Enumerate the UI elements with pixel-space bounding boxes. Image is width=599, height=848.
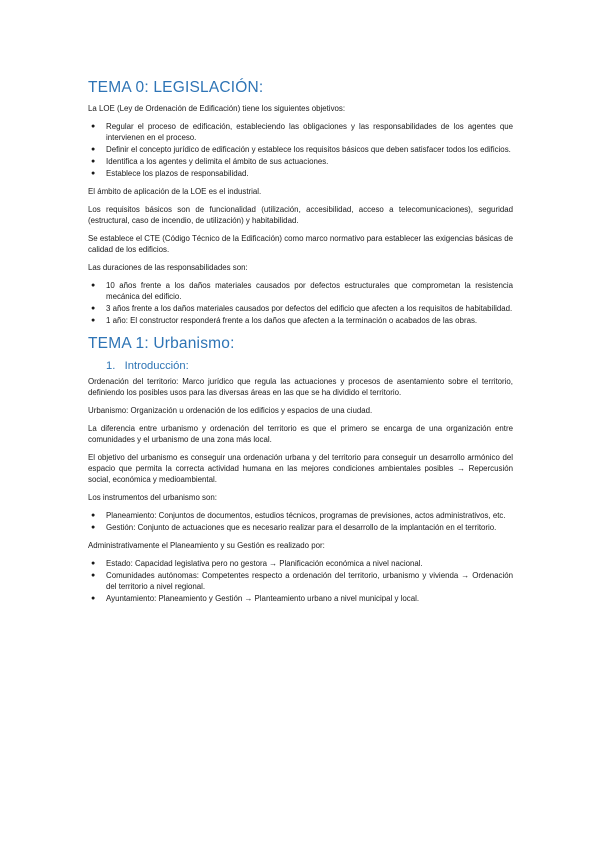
instrumentos-intro: Los instrumentos del urbanismo son:	[88, 493, 217, 502]
bullet-icon: ●	[91, 595, 96, 602]
bullet-icon: ●	[91, 317, 96, 324]
list-item: ● Planeamiento: Conjuntos de documentos, estudios técnicos, programas de previsiones, actos administrativos, etc.	[91, 511, 506, 520]
list-item: ● Establece los plazos de responsabilidad.	[91, 169, 249, 178]
bullet-icon: ●	[91, 170, 96, 177]
admin-intro: Administrativamente el Planeamiento y su Gestión es realizado por:	[88, 541, 325, 550]
tema1-heading: TEMA 1: Urbanismo:	[88, 335, 235, 352]
bullet-icon: ●	[91, 512, 96, 519]
ordenacion-paragraph: Ordenación del territorio: Marco jurídico que regula las actuaciones y procesos de asentamiento sobre el territorio, definiendo los posibles usos para las diversas áreas en las que se ha dividido el territorio.	[88, 377, 513, 397]
objetivos-list	[88, 121, 513, 179]
duraciones-intro: Las duraciones de las responsabilidades son:	[88, 263, 248, 272]
list-item: ● 3 años frente a los daños materiales causados por defectos del edificio que afecten a los requisitos de habitabilidad.	[91, 304, 513, 313]
list-item: ● Identifica a los agentes y delimita el ámbito de sus actuaciones.	[91, 157, 329, 166]
list-item: ● Ayuntamiento: Planeamiento y Gestión → Planteamiento urbano a nivel municipal y local.	[91, 594, 420, 603]
introduccion-subheading: 1. Introducción:	[106, 360, 189, 372]
diferencia-paragraph: La diferencia entre urbanismo y ordenación del territorio es que el primero se encarga de una organización entre comunidades y el urbanismo de una zona más local.	[88, 424, 513, 444]
loe-intro: La LOE (Ley de Ordenación de Edificación) tiene los siguientes objetivos:	[88, 104, 346, 113]
list-item: ● Regular el proceso de edificación, estableciendo las obligaciones y las responsabilidades de los agentes que intervienen en el proceso.	[91, 122, 513, 142]
cte-paragraph: Se establece el CTE (Código Técnico de la Edificación) como marco normativo para establecer las exigencias básicas de calidad de los edificios.	[88, 234, 513, 254]
bullet-icon: ●	[91, 560, 96, 567]
list-item: ● Estado: Capacidad legislativa pero no gestora → Planificación económica a nivel nacional.	[91, 559, 423, 568]
list-item: ● 10 años frente a los daños materiales causados por defectos estructurales que comprometan la resistencia mecánica del edificio.	[91, 281, 513, 301]
tema0-heading: TEMA 0: LEGISLACIÓN:	[88, 79, 264, 96]
bullet-icon: ●	[91, 572, 96, 579]
requisitos-paragraph: Los requisitos básicos son de funcionalidad (utilización, accesibilidad, acceso a telecomunicaciones), seguridad (estructural, caso de incendio, de utilización) y habitabilidad.	[88, 205, 513, 225]
bullet-icon: ●	[91, 146, 96, 153]
list-item: ● Definir el concepto jurídico de edificación y establece los requisitos básicos que deben satisfacer todos los edificios.	[91, 145, 511, 154]
urbanismo-paragraph: Urbanismo: Organización u ordenación de los edificios y espacios de una ciudad.	[88, 406, 373, 415]
list-item: ● Comunidades autónomas: Competentes respecto a ordenación del territorio, urbanismo y vivienda → Ordenación del territorio a nivel regional.	[91, 571, 513, 591]
ambito-paragraph: El ámbito de aplicación de la LOE es el industrial.	[88, 187, 262, 196]
instrumentos-list	[88, 510, 513, 533]
bullet-icon: ●	[91, 123, 96, 130]
bullet-icon: ●	[91, 305, 96, 312]
bullet-icon: ●	[91, 282, 96, 289]
bullet-icon: ●	[91, 524, 96, 531]
list-item: ● Gestión: Conjunto de actuaciones que es necesario realizar para el desarrollo de la implantación en el territorio.	[91, 523, 497, 532]
admin-list	[88, 558, 513, 604]
objetivo-paragraph: El objetivo del urbanismo es conseguir una ordenación urbana y del territorio para conseguir un desarrollo armónico del espacio que permita la correcta actividad humana en las mejores condiciones ambientales posibles → Repercusión social, económica y medioambiental.	[88, 453, 513, 484]
bullet-icon: ●	[91, 158, 96, 165]
duraciones-list	[88, 280, 513, 326]
list-item: ● 1 año: El constructor responderá frente a los daños que afecten a la terminación o acabados de las obras.	[91, 316, 478, 325]
